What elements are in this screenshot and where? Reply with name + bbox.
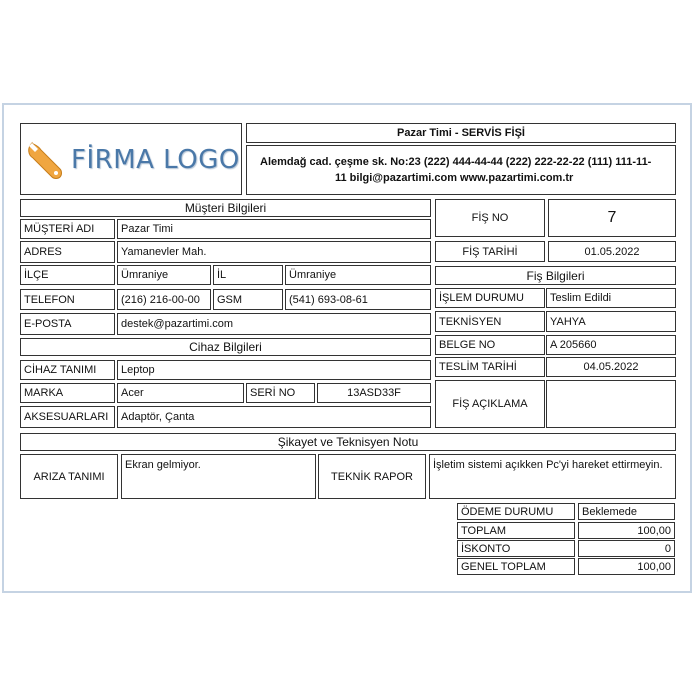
customer-name-label: MÜŞTERİ ADI xyxy=(20,219,115,239)
total-label: TOPLAM xyxy=(457,522,575,539)
fault-label: ARIZA TANIMI xyxy=(20,454,118,499)
technician-field[interactable]: YAHYA xyxy=(546,311,676,332)
report-label: TEKNİK RAPOR xyxy=(318,454,426,499)
accessories-label: AKSESUARLARI xyxy=(20,406,115,428)
receipt-note-label: FİŞ AÇIKLAMA xyxy=(435,380,545,428)
page-title: Pazar Timi - SERVİS FİŞİ xyxy=(397,127,525,139)
delivery-date-field[interactable]: 04.05.2022 xyxy=(546,357,676,377)
total-field[interactable]: 100,00 xyxy=(578,522,675,539)
receipt-date-label: FİŞ TARİHİ xyxy=(435,241,545,262)
payment-status-field[interactable]: Beklemede xyxy=(578,503,675,520)
email-field[interactable]: destek@pazartimi.com xyxy=(117,313,431,335)
discount-field[interactable]: 0 xyxy=(578,540,675,557)
fault-field[interactable]: Ekran gelmiyor. xyxy=(121,454,316,499)
payment-status-label: ÖDEME DURUMU xyxy=(457,503,575,520)
company-address-line-2: 11 bilgi@pazartimi.com www.pazartimi.com.tr xyxy=(335,172,574,184)
receipt-date-field[interactable]: 01.05.2022 xyxy=(548,241,676,262)
receipt-no-label: FİŞ NO xyxy=(435,199,545,237)
logo-text: FİRMA LOGO xyxy=(71,145,240,175)
device-section-header: Cihaz Bilgileri xyxy=(20,338,431,356)
phone-label: TELEFON xyxy=(20,289,115,310)
district-label: İLÇE xyxy=(20,265,115,285)
email-label: E-POSTA xyxy=(20,313,115,335)
gsm-field[interactable]: (541) 693-08-61 xyxy=(285,289,431,310)
accessories-field[interactable]: Adaptör, Çanta xyxy=(117,406,431,428)
city-label: İL xyxy=(213,265,283,285)
grand-total-field[interactable]: 100,00 xyxy=(578,558,675,575)
device-type-field[interactable]: Leptop xyxy=(117,360,431,380)
wrench-icon xyxy=(24,137,68,181)
customer-address-label: ADRES xyxy=(20,241,115,263)
grand-total-label: GENEL TOPLAM xyxy=(457,558,575,575)
delivery-date-label: TESLİM TARİHİ xyxy=(435,357,545,377)
report-field[interactable]: İşletim sistemi açıkken Pc'yi hareket ettirmeyin. xyxy=(429,454,676,499)
serial-label: SERİ NO xyxy=(246,383,315,403)
receipt-section-header: Fiş Bilgileri xyxy=(435,266,676,285)
logo-box xyxy=(20,123,242,195)
brand-label: MARKA xyxy=(20,383,115,403)
company-address-line-1: Alemdağ cad. çeşme sk. No:23 (222) 444-44-44 (222) 222-22-22 (111) 111-11- xyxy=(260,156,652,168)
discount-label: İSKONTO xyxy=(457,540,575,557)
status-label: İŞLEM DURUMU xyxy=(435,288,545,308)
brand-field[interactable]: Acer xyxy=(117,383,244,403)
document-no-field[interactable]: A 205660 xyxy=(546,335,676,355)
device-type-label: CİHAZ TANIMI xyxy=(20,360,115,380)
customer-section-header: Müşteri Bilgileri xyxy=(20,199,431,217)
receipt-no-field[interactable]: 7 xyxy=(548,199,676,237)
document-no-label: BELGE NO xyxy=(435,335,545,355)
serial-field[interactable]: 13ASD33F xyxy=(317,383,431,403)
technician-label: TEKNİSYEN xyxy=(435,311,545,332)
city-field[interactable]: Ümraniye xyxy=(285,265,431,285)
customer-address-field[interactable]: Yamanevler Mah. xyxy=(117,241,431,263)
receipt-note-field[interactable] xyxy=(546,380,676,428)
header-address-box xyxy=(246,145,676,195)
complaint-section-header: Şikayet ve Teknisyen Notu xyxy=(20,433,676,451)
district-field[interactable]: Ümraniye xyxy=(117,265,211,285)
phone-field[interactable]: (216) 216-00-00 xyxy=(117,289,211,310)
status-field[interactable]: Teslim Edildi xyxy=(546,288,676,308)
customer-name-field[interactable]: Pazar Timi xyxy=(117,219,431,239)
header-title-row xyxy=(246,123,676,143)
gsm-label: GSM xyxy=(213,289,283,310)
